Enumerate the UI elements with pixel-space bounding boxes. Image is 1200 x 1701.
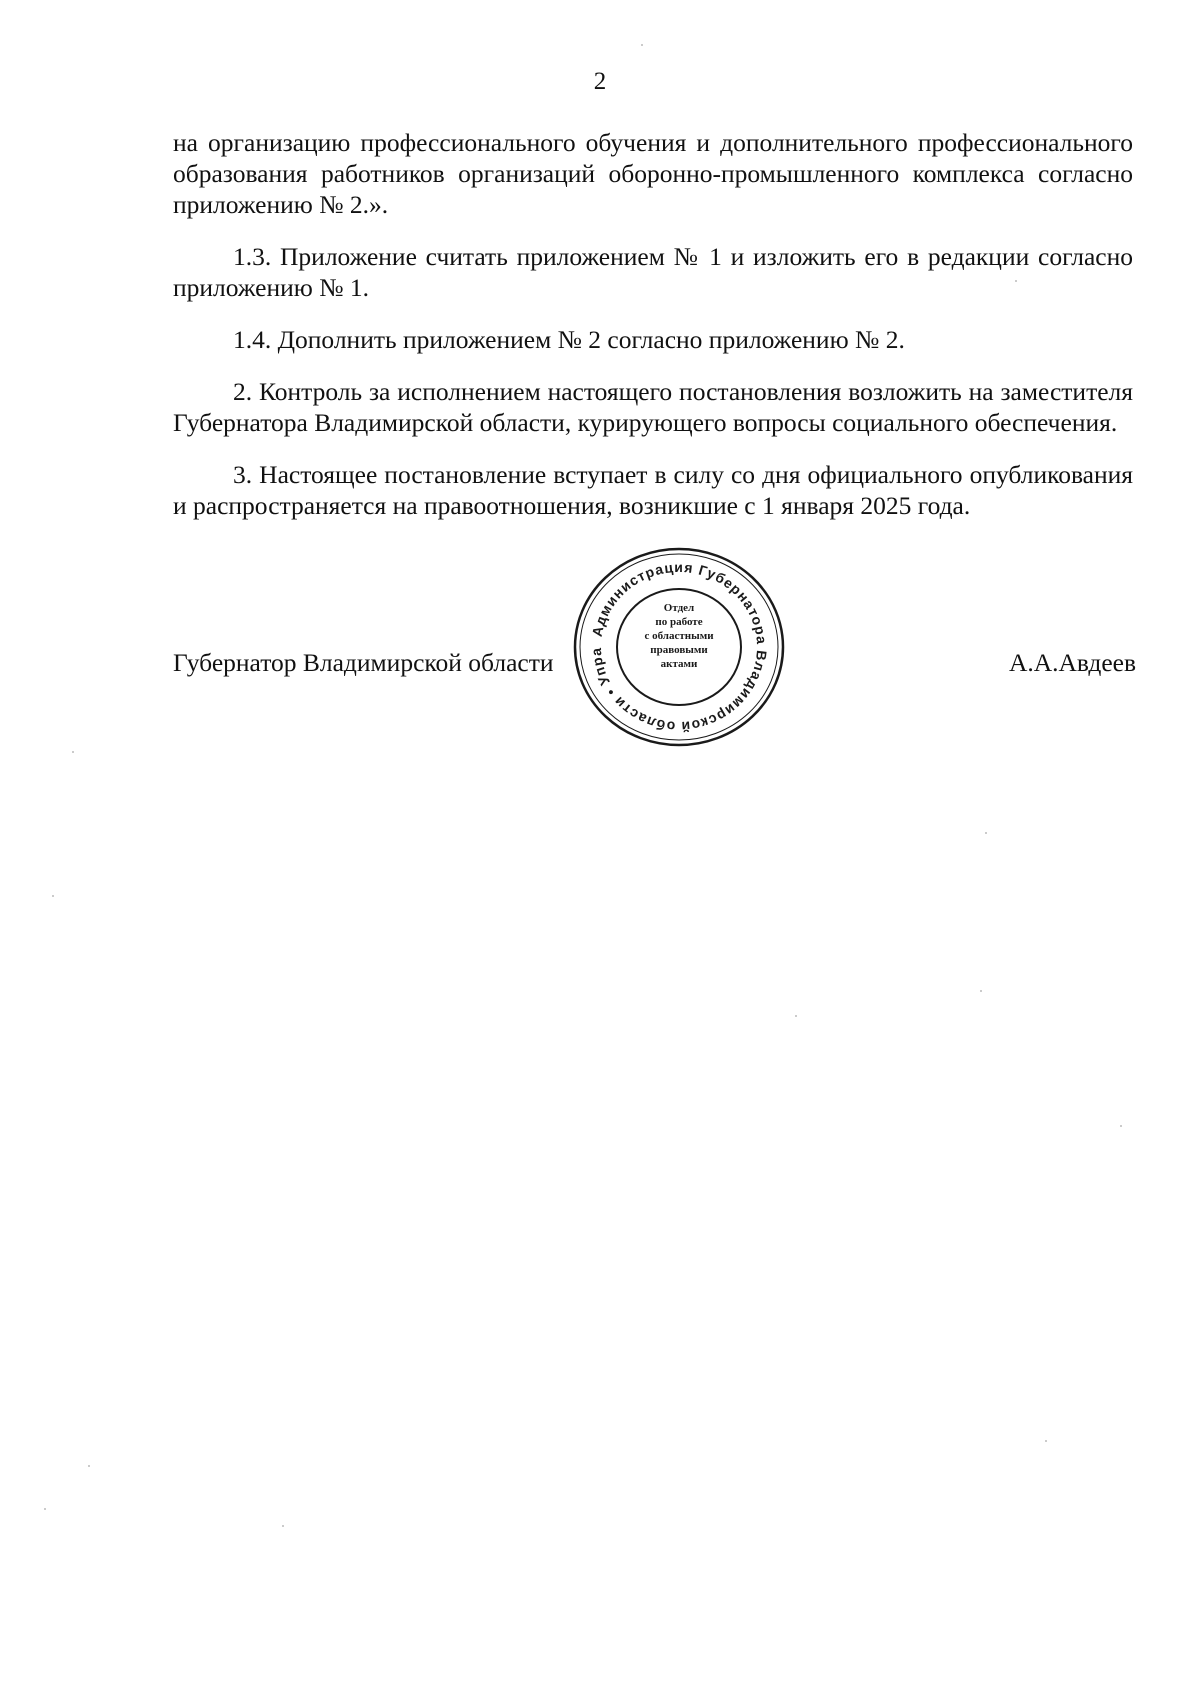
seal-ring-text: Администрация Губернатора Владимирской области • Упра xyxy=(587,558,771,736)
paragraph-continuation: на организацию профессионального обучения и дополнительного профессионального образования работников организаций оборонно-промышленного комплекса согласно приложению № 2.». xyxy=(173,128,1133,219)
scan-speck xyxy=(282,1525,284,1527)
seal-center-line: по работе xyxy=(655,616,703,628)
signatory-position: Губернатор Владимирской области xyxy=(173,648,554,677)
seal-center-text xyxy=(620,601,738,693)
scan-speck xyxy=(44,1508,46,1510)
scan-speck xyxy=(1120,1125,1122,1127)
page-number: 2 xyxy=(593,68,607,95)
official-seal-stamp xyxy=(570,545,788,750)
scan-speck xyxy=(980,990,982,992)
paragraph-1-4: 1.4. Дополнить приложением № 2 согласно приложению № 2. xyxy=(233,325,905,354)
scan-speck xyxy=(1045,1440,1047,1442)
scan-speck xyxy=(52,895,54,897)
scan-speck xyxy=(72,751,74,753)
scan-speck xyxy=(795,1015,797,1017)
scan-speck xyxy=(641,44,643,46)
scan-speck xyxy=(985,832,987,834)
document-body xyxy=(173,127,1133,542)
seal-center-line: Отдел xyxy=(663,602,695,614)
signatory-name: А.А.Авдеев xyxy=(1008,648,1136,677)
paragraph-1-3: 1.3. Приложение считать приложением № 1 и изложить его в редакции согласно приложению № 1. xyxy=(173,242,1133,302)
scan-speck xyxy=(1015,280,1017,282)
paragraph-3: 3. Настоящее постановление вступает в силу со дня официального опубликования и распространяется на правоотношения, возникшие с 1 января 2025 года. xyxy=(173,460,1133,520)
seal-center-line: правовыми xyxy=(650,644,708,656)
scan-speck xyxy=(88,1465,90,1467)
seal-center-line: с областными xyxy=(644,630,714,642)
seal-center-line: актами xyxy=(660,658,698,670)
paragraph-2: 2. Контроль за исполнением настоящего постановления возложить на заместителя Губернатора Владимирской области, курирующего вопросы социального обеспечения. xyxy=(173,377,1133,437)
